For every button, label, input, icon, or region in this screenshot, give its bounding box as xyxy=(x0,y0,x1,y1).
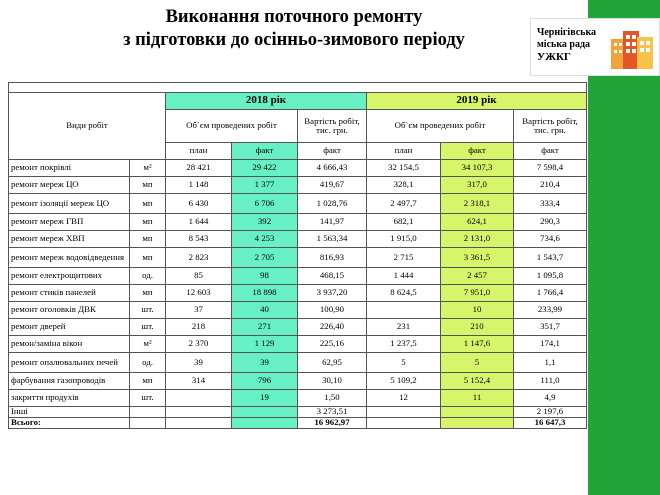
cell-fact-2018: 2 705 xyxy=(232,248,298,268)
cell-plan-2019: 328,1 xyxy=(367,177,441,194)
cell-fact-2019: 7 951,0 xyxy=(441,285,514,302)
cell-fact-2019: 2 457 xyxy=(441,268,514,285)
cell-unit: м² xyxy=(130,336,166,353)
table-row xyxy=(9,160,587,177)
cell-fact-2019: 5 xyxy=(441,353,514,373)
cell-fact-2018: 40 xyxy=(232,302,298,319)
cell-fact-2018: 1 129 xyxy=(232,336,298,353)
table-row xyxy=(9,373,587,390)
cell-fact-2018: 796 xyxy=(232,373,298,390)
table-row xyxy=(9,285,587,302)
cell-cost-2019: 210,4 xyxy=(514,177,587,194)
table-top-spacer-row xyxy=(9,83,587,93)
cell-fact-2019: 3 361,5 xyxy=(441,248,514,268)
cell-cost-2019: 1,1 xyxy=(514,353,587,373)
cell-fact-2018: 392 xyxy=(232,214,298,231)
header-cost-2018: Вартість робіт, тис. грн. xyxy=(298,110,367,143)
cell-cost-2018: 225,16 xyxy=(298,336,367,353)
cell-fact-2018: 98 xyxy=(232,268,298,285)
cell-cost-2019: 174,1 xyxy=(514,336,587,353)
cell-plan-2018: 314 xyxy=(166,373,232,390)
cell-plan-2018 xyxy=(166,407,232,418)
cell-plan-2018: 1 644 xyxy=(166,214,232,231)
cell-cost-2018: 3 937,20 xyxy=(298,285,367,302)
cell-unit: шт. xyxy=(130,302,166,319)
cell-fact-2019: 210 xyxy=(441,319,514,336)
cell-fact-2018: 18 898 xyxy=(232,285,298,302)
cell-total-unit xyxy=(130,417,166,428)
cell-fact-2018: 19 xyxy=(232,390,298,407)
cell-cost-2018: 141,97 xyxy=(298,214,367,231)
cell-fact-2019: 5 152,4 xyxy=(441,373,514,390)
cell-plan-2019: 682,1 xyxy=(367,214,441,231)
cell-total-label: Всього: xyxy=(9,417,130,428)
cell-unit: мп xyxy=(130,285,166,302)
cell-plan-2018: 6 430 xyxy=(166,194,232,214)
cell-work-name: ремонт дверей xyxy=(9,319,130,336)
cell-cost-2019: 734,6 xyxy=(514,231,587,248)
cell-total-cost-2019: 16 647,3 xyxy=(514,417,587,428)
cell-plan-2018: 39 xyxy=(166,353,232,373)
logo-text xyxy=(537,27,596,63)
cell-plan-2018: 28 421 xyxy=(166,160,232,177)
cell-plan-2018: 8 543 xyxy=(166,231,232,248)
cell-cost-2018: 30,10 xyxy=(298,373,367,390)
table-row xyxy=(9,319,587,336)
cell-fact-2019: 34 107,3 xyxy=(441,160,514,177)
building-icon xyxy=(609,25,655,69)
header-fact-2018: факт xyxy=(232,143,298,160)
cell-fact-2018: 271 xyxy=(232,319,298,336)
cell-plan-2018: 37 xyxy=(166,302,232,319)
cell-work-name: ремонт ізоляції мереж ЦО xyxy=(9,194,130,214)
cell-cost-2019: 1 543,7 xyxy=(514,248,587,268)
header-row-years xyxy=(9,93,587,110)
cell-work-name: ремонт мереж ЦО xyxy=(9,177,130,194)
cell-unit xyxy=(130,407,166,418)
cell-cost-2019: 2 197,6 xyxy=(514,407,587,418)
cell-work-name: ремонт стиків панелей xyxy=(9,285,130,302)
cell-cost-2018: 3 273,51 xyxy=(298,407,367,418)
cell-unit: мп xyxy=(130,214,166,231)
cell-work-name: ремонт опалювальних печей xyxy=(9,353,130,373)
cell-unit: шт. xyxy=(130,319,166,336)
cell-fact-2019: 10 xyxy=(441,302,514,319)
cell-fact-2018 xyxy=(232,407,298,418)
cell-unit: мп xyxy=(130,194,166,214)
cell-plan-2019: 2 497,7 xyxy=(367,194,441,214)
cell-plan-2018: 2 823 xyxy=(166,248,232,268)
cell-fact-2018: 4 253 xyxy=(232,231,298,248)
page-title xyxy=(0,6,588,52)
cell-fact-2019: 1 147,6 xyxy=(441,336,514,353)
table-row xyxy=(9,231,587,248)
cell-plan-2019: 5 109,2 xyxy=(367,373,441,390)
cell-work-name: ремонт мереж ГВП xyxy=(9,214,130,231)
table-row xyxy=(9,353,587,373)
cell-unit: шт. xyxy=(130,390,166,407)
cell-plan-2018: 12 603 xyxy=(166,285,232,302)
cell-work-name: ремонт електрощитових xyxy=(9,268,130,285)
title-line-1: Виконання поточного ремонту xyxy=(165,7,423,27)
table-row xyxy=(9,302,587,319)
cell-fact-2019: 317,0 xyxy=(441,177,514,194)
cell-fact-2018: 6 706 xyxy=(232,194,298,214)
organization-logo xyxy=(530,18,660,76)
header-plan-2018: план xyxy=(166,143,232,160)
table-row xyxy=(9,268,587,285)
header-year-2018: 2018 рік xyxy=(166,93,367,110)
cell-work-name: ремонт мереж ХВП xyxy=(9,231,130,248)
table-row xyxy=(9,336,587,353)
cell-plan-2019: 1 915,0 xyxy=(367,231,441,248)
header-fact-2019: факт xyxy=(441,143,514,160)
cell-fact-2019: 624,1 xyxy=(441,214,514,231)
cell-fact-2019: 2 131,0 xyxy=(441,231,514,248)
cell-cost-2018: 816,93 xyxy=(298,248,367,268)
cell-plan-2018 xyxy=(166,390,232,407)
cell-plan-2018: 2 370 xyxy=(166,336,232,353)
cell-total-fact-2019 xyxy=(441,417,514,428)
cell-cost-2019: 351,7 xyxy=(514,319,587,336)
cell-plan-2018: 1 148 xyxy=(166,177,232,194)
cell-plan-2019: 231 xyxy=(367,319,441,336)
cell-cost-2019: 1 095,8 xyxy=(514,268,587,285)
table-row xyxy=(9,177,587,194)
cell-unit: мп xyxy=(130,177,166,194)
cell-unit: од. xyxy=(130,268,166,285)
cell-cost-2019: 4,9 xyxy=(514,390,587,407)
table-row xyxy=(9,214,587,231)
cell-cost-2019: 290,3 xyxy=(514,214,587,231)
cell-cost-2018: 100,90 xyxy=(298,302,367,319)
cell-work-name: закриття продухів xyxy=(9,390,130,407)
cell-cost-2019: 7 598,4 xyxy=(514,160,587,177)
cell-plan-2019: 8 624,5 xyxy=(367,285,441,302)
cell-fact-2018: 1 377 xyxy=(232,177,298,194)
header-year-2019: 2019 рік xyxy=(367,93,587,110)
header-cost-fact-2019: факт xyxy=(514,143,587,160)
table-row xyxy=(9,390,587,407)
logo-line-2: міська рада xyxy=(537,39,591,50)
cell-total-fact-2018 xyxy=(232,417,298,428)
cell-cost-2018: 1 028,76 xyxy=(298,194,367,214)
logo-line-1: Чернігівська xyxy=(537,27,597,38)
repair-table xyxy=(8,82,587,429)
cell-cost-2019: 333,4 xyxy=(514,194,587,214)
cell-plan-2019 xyxy=(367,407,441,418)
cell-plan-2019: 1 444 xyxy=(367,268,441,285)
cell-unit: мп xyxy=(130,373,166,390)
header-cost-2019: Вартість робіт, тис. грн. xyxy=(514,110,587,143)
cell-unit: мп xyxy=(130,231,166,248)
cell-total-cost-2018: 16 962,97 xyxy=(298,417,367,428)
cell-fact-2019 xyxy=(441,407,514,418)
cell-plan-2019: 2 715 xyxy=(367,248,441,268)
header-volume-2018: Об`єм проведених робіт xyxy=(166,110,298,143)
table-row xyxy=(9,248,587,268)
cell-cost-2018: 1 563,34 xyxy=(298,231,367,248)
cell-fact-2019: 2 318,1 xyxy=(441,194,514,214)
cell-cost-2018: 468,15 xyxy=(298,268,367,285)
cell-work-name: ремонт покрівлі xyxy=(9,160,130,177)
cell-plan-2019: 32 154,5 xyxy=(367,160,441,177)
cell-total-plan-2018 xyxy=(166,417,232,428)
table-row xyxy=(9,407,587,418)
header-plan-2019: план xyxy=(367,143,441,160)
cell-work-name: ремонт оголовків ДВК xyxy=(9,302,130,319)
cell-fact-2018: 39 xyxy=(232,353,298,373)
cell-plan-2019: 1 237,5 xyxy=(367,336,441,353)
header-cost-fact-2018: факт xyxy=(298,143,367,160)
cell-plan-2019 xyxy=(367,302,441,319)
cell-cost-2019: 111,0 xyxy=(514,373,587,390)
cell-plan-2019: 5 xyxy=(367,353,441,373)
cell-fact-2019: 11 xyxy=(441,390,514,407)
cell-work-name: ремонт мереж водовідведення xyxy=(9,248,130,268)
cell-cost-2018: 4 666,43 xyxy=(298,160,367,177)
cell-work-name: Інші xyxy=(9,407,130,418)
total-row xyxy=(9,417,587,428)
cell-plan-2019: 12 xyxy=(367,390,441,407)
cell-work-name: фарбування газопроводів xyxy=(9,373,130,390)
table-row xyxy=(9,194,587,214)
cell-cost-2019: 233,99 xyxy=(514,302,587,319)
cell-cost-2018: 62,95 xyxy=(298,353,367,373)
cell-unit: од. xyxy=(130,353,166,373)
logo-line-3: УЖКГ xyxy=(537,51,571,63)
cell-unit: мп xyxy=(130,248,166,268)
cell-plan-2018: 85 xyxy=(166,268,232,285)
cell-plan-2018: 218 xyxy=(166,319,232,336)
cell-unit: м² xyxy=(130,160,166,177)
cell-fact-2018: 29 422 xyxy=(232,160,298,177)
cell-cost-2019: 1 766,4 xyxy=(514,285,587,302)
header-works-type: Види робіт xyxy=(9,93,166,160)
cell-cost-2018: 419,67 xyxy=(298,177,367,194)
title-line-2: з підготовки до осінньо-зимового періоду xyxy=(123,30,465,50)
cell-cost-2018: 1,50 xyxy=(298,390,367,407)
header-volume-2019: Об`єм проведених робіт xyxy=(367,110,514,143)
cell-total-plan-2019 xyxy=(367,417,441,428)
cell-work-name: ремон/заміна вікон xyxy=(9,336,130,353)
cell-cost-2018: 226,40 xyxy=(298,319,367,336)
